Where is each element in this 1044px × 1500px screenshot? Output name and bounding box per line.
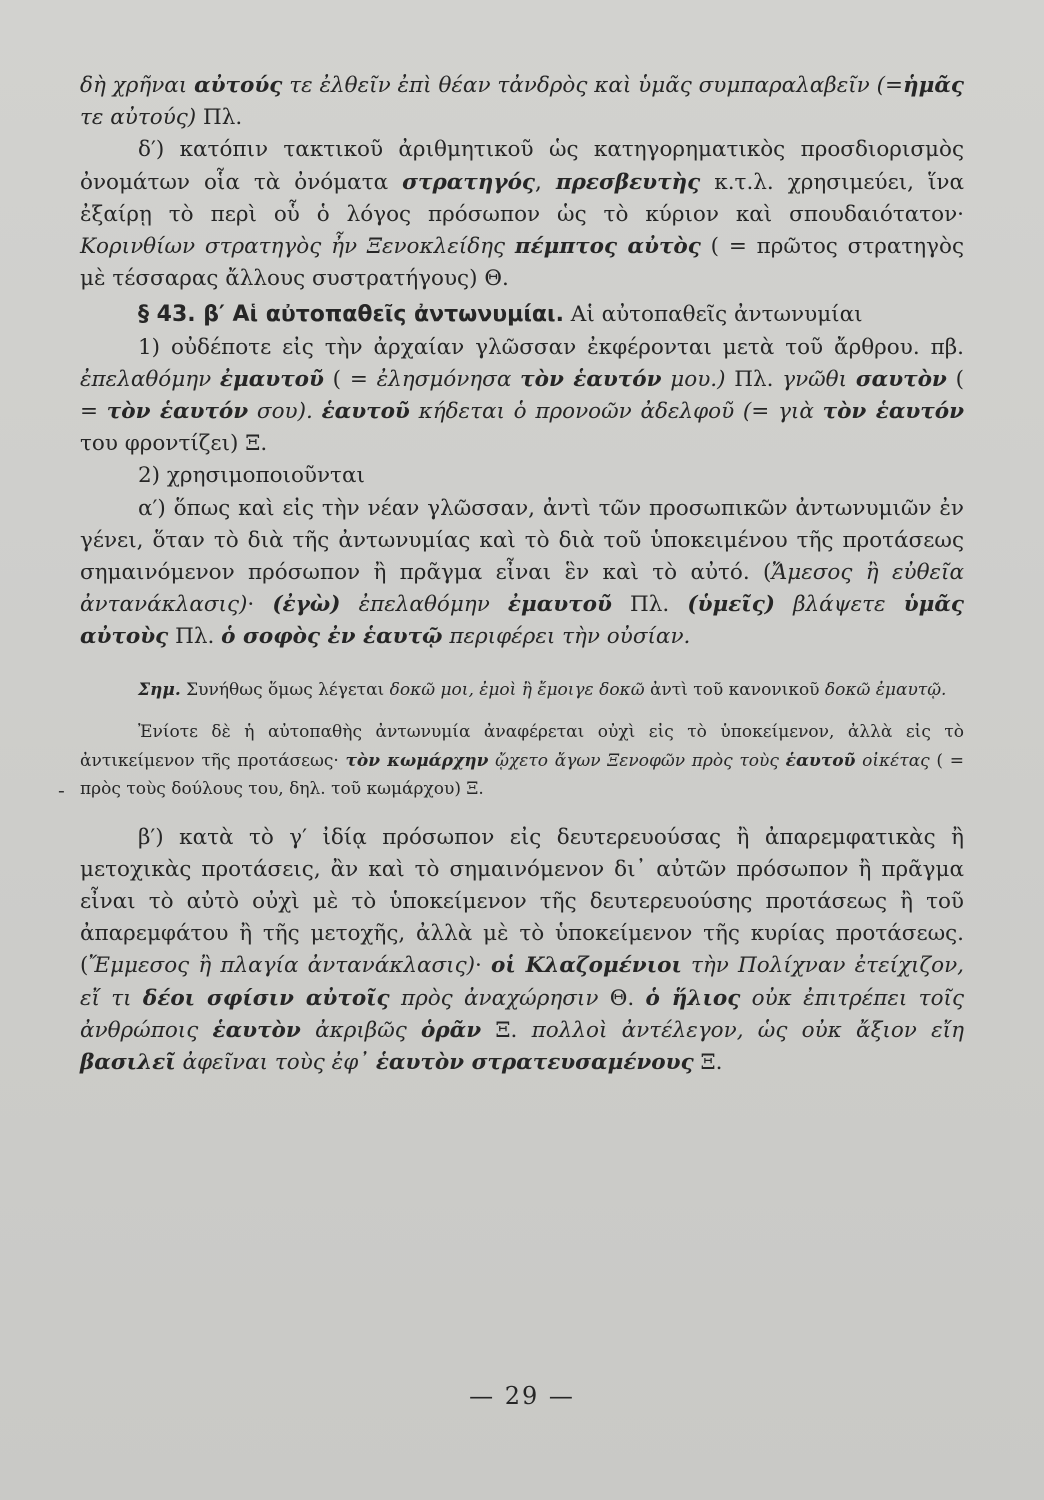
text-segment: βασιλεῖ [80,1050,176,1076]
text-segment: ᾤχετο ἄγων Ξενοφῶν πρὸς τοὺς [488,750,786,771]
text-segment: γνῶθι [782,366,856,392]
text-segment: βλάψετε [774,592,904,618]
text-segment: τὸν κωμάρχην [345,750,489,771]
text-segment: δοκῶ μοι, ἐμοὶ ἢ ἔμοιγε δοκῶ [389,679,645,700]
text-segment: ἐπελαθόμην [80,366,220,392]
text-segment: Πλ. [734,366,783,392]
text-segment: Πλ. [168,624,222,650]
text-segment: (ὑμεῖς) [687,592,775,618]
text-segment: τὴν Πολίχναν ἐτείχιζον, εἴ τι [80,953,964,1011]
paragraph-item-1 [80,332,964,461]
text-segment: ἑαυτὸν [212,1017,301,1043]
text-segment: Πλ. [203,105,243,131]
text-segment: ἑαυτοῦ [785,750,856,771]
note-paragraph [80,676,964,705]
text-segment: ὁ ἥλιος [645,985,741,1011]
text-segment: οἱ Κλαζομένιοι [491,953,682,979]
paragraph-item-2 [80,460,964,492]
paragraph-item-2a [80,493,964,654]
paragraph-delta [80,134,964,295]
text-segment: ἀκριβῶς [300,1017,422,1043]
margin-mark: - [58,778,65,802]
text-segment: 1) οὐδέποτε εἰς τὴν ἀρχαίαν γλῶσσαν ἐκφέρονται μετὰ τοῦ ἄρθρου. πβ. [138,334,964,360]
text-segment: του φροντίζει) Ξ. [80,431,268,457]
text-segment: τε ἐλθεῖν ἐπὶ θέαν τἀνδρὸς καὶ ὑμᾶς συμπαραλαβεῖν (= [282,73,903,98]
text-segment: Κορινθίων στρατηγὸς ἦν Ξενοκλείδης [80,234,515,260]
text-segment: κήδεται ὁ προνοῶν ἀδελφοῦ (= [409,399,779,425]
text-segment: ὑμᾶς αὐτοὺς [80,592,964,650]
text-segment: τὸν ἑαυτόν [106,399,249,425]
text-segment: , [535,169,556,195]
text-segment: Ξ. [481,1017,532,1043]
text-segment: Θ. [609,985,646,1011]
text-segment: τὸν ἑαυτόν [520,366,662,392]
note-paragraph-2 [80,718,964,804]
text-segment: σου). [248,399,322,425]
page-number: — 29 — [469,1382,575,1410]
text-segment: οἰκέτας [855,750,930,771]
text-segment: μου.) [661,366,735,392]
text-segment: δοκῶ ἐμαυτῷ. [824,679,947,700]
text-segment: Ἔμμεσος ἢ πλαγία ἀντανάκλασις) [88,953,476,979]
text-segment: Ξ. [693,1050,723,1076]
text-segment: πέμπτος αὐτὸς [514,234,701,260]
text-segment: στρατηγός [402,169,536,195]
text-segment: ( = πρὸς τοὺς δούλους του, δηλ. τοῦ κωμάρχου) Ξ. [80,750,965,800]
text-segment: 2) χρησιμοποιοῦνται [138,463,365,489]
text-segment: β′) κατὰ τὸ γ′ ἰδίᾳ πρόσωπον εἰς δευτερευούσας ἢ ἀπαρεμφατικὰς ἢ μετοχικὰς προτάσεις, ἂν καὶ τὸ σημαινόμενον δι᾽ αὐτῶν πρόσωπον ἢ πρᾶγμα εἶναι τὸ αὐτὸ οὐχὶ μὲ τὸ ὑποκείμενον τῆς δευτερευούσης προτάσεως ἢ τοῦ ἀπαρεμφάτου ἢ τῆς μετοχῆς, ἀλλὰ μὲ τὸ ὑποκείμενον τῆς κυρίας προτάσεως. ( [80,824,964,979]
text-segment: δὴ χρῆναι [80,73,195,98]
text-segment: ἐπελαθόμην [340,592,508,618]
text-segment: αὐτούς [194,73,283,98]
text-segment: δ′) κατόπιν τακτικοῦ ἀριθμητικοῦ ὡς κατηγορηματικὸς προσδιορισμὸς ὀνομάτων οἷα τὰ ὀνόματα [80,137,964,195]
text-segment: τε αὐτούς) [80,105,204,131]
text-segment: ὁρᾶν [421,1017,482,1043]
paragraph-continuation [80,70,964,134]
text-segment: Ἄμεσος ἢ εὐθεῖα ἀντανάκλασις) [80,560,964,618]
body-text [80,70,964,1079]
text-segment: Ἐνίοτε δὲ ἡ αὐτοπαθὴς ἀντωνυμία ἀναφέρεται οὐχὶ εἰς τὸ ὑποκείμενον, ἀλλὰ εἰς τὸ ἀντικείμενον τῆς προτάσεως· [80,722,964,771]
text-segment: ἐμαυτοῦ [219,366,324,392]
text-segment: ὁ σοφὸς ἐν ἑαυτῷ [221,624,443,650]
text-segment: · [475,953,492,979]
text-segment: ἡμᾶς [903,73,965,98]
text-segment: α′) ὅπως καὶ εἰς τὴν νέαν γλῶσσαν, ἀντὶ τῶν προσωπικῶν ἀντωνυμιῶν ἐν γένει, ὅταν τὸ διὰ τῆς ἀντωνυμίας καὶ τὸ διὰ τοῦ ὑποκειμένου τῆς προτάσεως σημαινόμενον πρόσωπον ἢ πρᾶγμα εἶναι ἓν καὶ τὸ αὐτό. ( [80,495,964,586]
text-segment: ἐμαυτοῦ [507,592,612,618]
text-segment: σαυτὸν [855,366,947,392]
text-segment: ἑαυτοῦ [321,399,410,425]
paragraph-item-2b [80,822,964,1080]
text-segment: τὸν ἑαυτόν [822,399,965,425]
text-segment: ἐλησμόνησα [376,366,521,392]
text-segment: Πλ. [611,592,688,618]
text-segment: ἀφεῖναι τοὺς ἐφ᾽ [175,1050,376,1076]
section-heading: § 43. β′ Αἱ αὐτοπαθεῖς ἀντωνυμίαι. [138,302,564,328]
text-segment: Συνήθως ὅμως λέγεται [180,679,390,700]
text-segment: (ἐγὼ) [272,592,341,618]
text-segment: ἑαυτὸν στρατευσαμένους [375,1050,694,1076]
text-segment: Αἱ αὐτοπαθεῖς ἀντωνυμίαι [563,302,863,328]
text-segment: πολλοὶ ἀντέλεγον, ὡς οὐκ ἄξιον εἴη [531,1017,964,1043]
text-segment: γιὰ [778,399,823,425]
text-segment: Σημ. [138,679,181,700]
text-segment: κ.τ.λ. χρησιμεύει, ἵνα ἐξαίρῃ τὸ περὶ οὗ ὁ λόγος πρόσωπον ὡς τὸ κύριον καὶ σπουδαιότατον· [80,169,965,227]
text-segment: ( = [80,366,965,425]
text-segment: οὐκ ἐπιτρέπει τοῖς ἀνθρώποις [80,985,964,1043]
text-segment: ( = [323,366,377,392]
section-43-heading-paragraph [80,299,964,331]
text-segment: πρεσβευτὴς [555,169,701,195]
text-segment: ( = πρῶτος στρατηγὸς μὲ τέσσαρας ἄλλους συστρατήγους) Θ. [80,234,964,292]
text-segment: πρὸς ἀναχώρησιν [389,985,610,1011]
text-segment: περιφέρει τὴν οὐσίαν. [442,624,691,650]
text-segment: · [247,592,273,618]
text-segment: δέοι σφίσιν αὐτοῖς [142,985,390,1011]
text-segment: ἀντὶ τοῦ κανονικοῦ [644,679,825,700]
